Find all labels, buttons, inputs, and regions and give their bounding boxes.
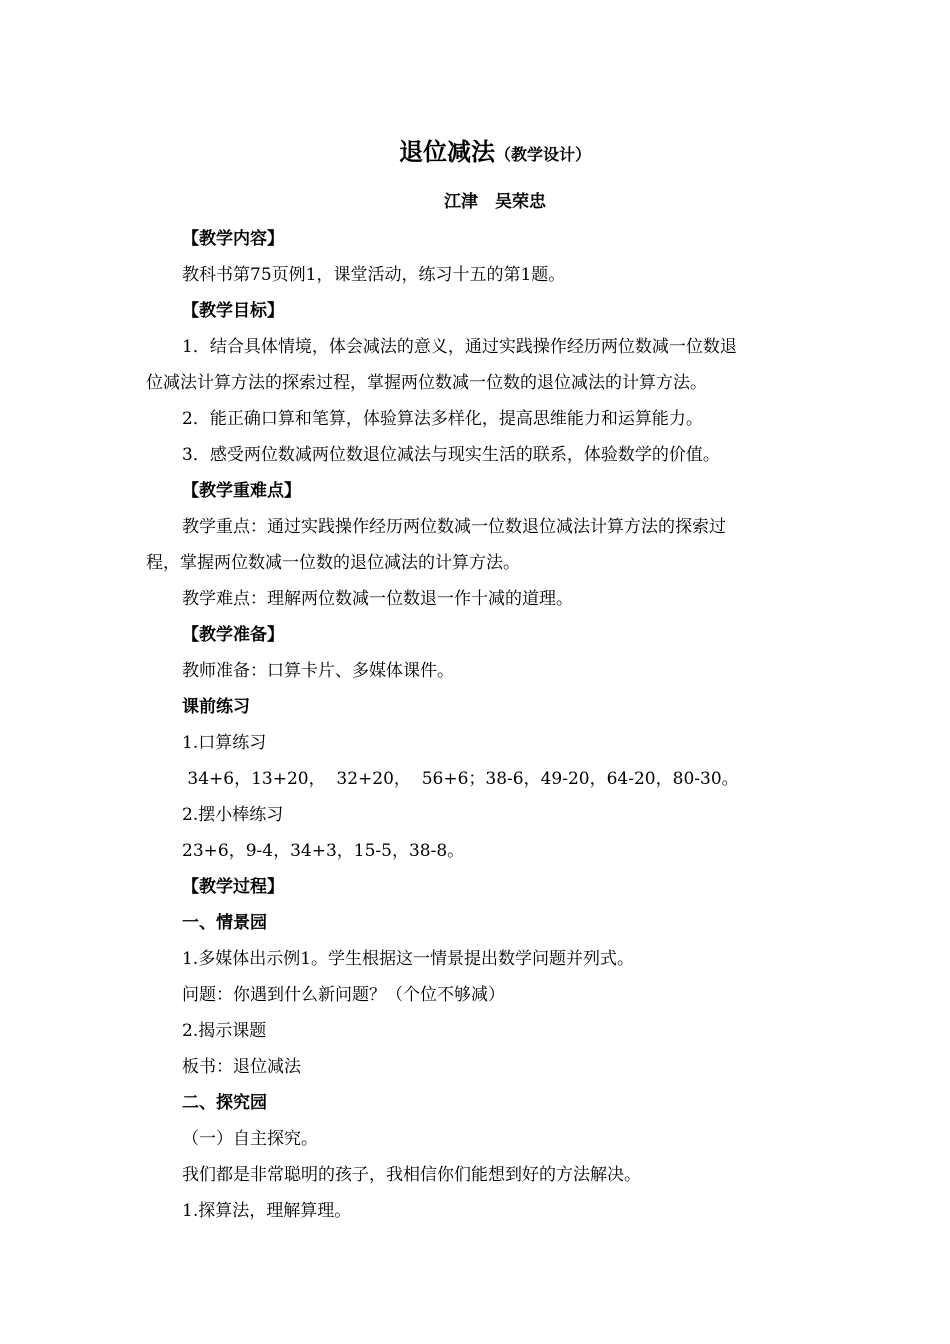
heading-key-points: 【教学重难点】 xyxy=(182,481,301,501)
practice-2-items: 23+6，9-4，34+3，15-5，38-8。 xyxy=(182,841,465,861)
section-1-item-1: 1.多媒体出示例1。学生根据这一情景提出数学问题并列式。 xyxy=(182,949,635,969)
section-2-subheading: （一）自主探究。 xyxy=(182,1129,318,1149)
practice-2-title: 2.摆小棒练习 xyxy=(182,805,284,825)
key-point-line-1: 教学重点：通过实践操作经历两位数减一位数退位减法计算方法的探索过 xyxy=(182,517,726,537)
practice-1-items: 34+6，13+20， 32+20， 56+6；38-6，49-20，64-20，80-30。 xyxy=(182,769,739,789)
heading-preparation: 【教学准备】 xyxy=(182,625,284,645)
heading-process: 【教学过程】 xyxy=(182,877,284,897)
title-subtitle: （教学设计） xyxy=(494,145,591,164)
preparation-text: 教师准备：口算卡片、多媒体课件。 xyxy=(182,661,454,681)
title-main: 退位减法 xyxy=(398,138,495,166)
section-2-text: 我们都是非常聪明的孩子，我相信你们能想到好的方法解决。 xyxy=(182,1165,641,1185)
practice-1-title: 1.口算练习 xyxy=(182,733,267,753)
heading-content: 【教学内容】 xyxy=(182,229,284,249)
heading-pre-practice: 课前练习 xyxy=(182,697,250,717)
section-1-item-2: 2.揭示课题 xyxy=(182,1021,267,1041)
goal-1-line-1: 1．结合具体情境，体会减法的意义，通过实践操作经历两位数减一位数退 xyxy=(182,337,737,357)
section-2-heading: 二、探究园 xyxy=(182,1093,267,1113)
content-text: 教科书第75页例1，课堂活动，练习十五的第1题。 xyxy=(182,265,566,285)
goal-3: 3．感受两位数减两位数退位减法与现实生活的联系，体验数学的价值。 xyxy=(182,445,720,465)
section-1-board: 板书：退位减法 xyxy=(182,1057,301,1077)
heading-goals: 【教学目标】 xyxy=(182,301,284,321)
section-1-heading: 一、情景园 xyxy=(182,913,267,933)
goal-2: 2．能正确口算和笔算，体验算法多样化，提高思维能力和运算能力。 xyxy=(182,409,703,429)
key-point-line-2: 程，掌握两位数减一位数的退位减法的计算方法。 xyxy=(146,553,520,573)
section-2-item-1: 1.探算法，理解算理。 xyxy=(182,1201,352,1221)
document-title xyxy=(0,134,950,173)
author-line: 江津 吴荣忠 xyxy=(444,192,546,212)
section-1-question: 问题：你遇到什么新问题？（个位不够减） xyxy=(182,985,505,1005)
difficulty-text: 教学难点：理解两位数减一位数退一作十减的道理。 xyxy=(182,589,573,609)
goal-1-line-2: 位减法计算方法的探索过程，掌握两位数减一位数的退位减法的计算方法。 xyxy=(146,373,707,393)
